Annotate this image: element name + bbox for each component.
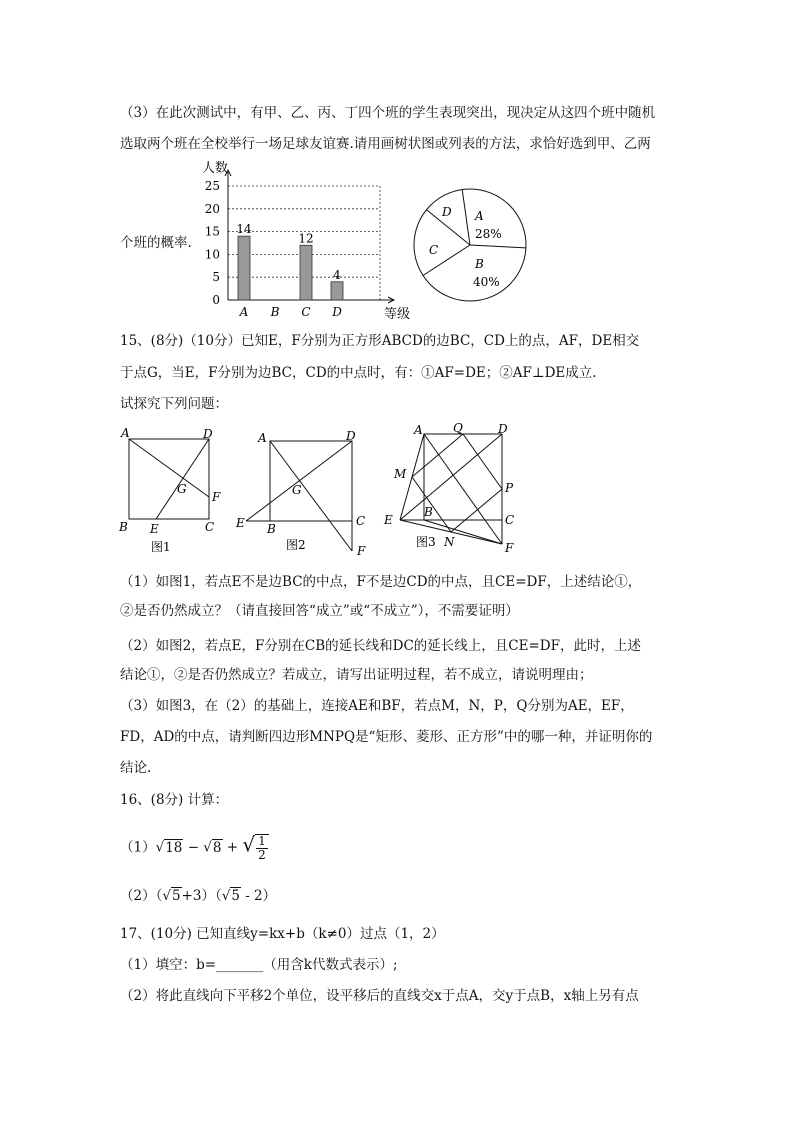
fig3-af: [424, 434, 502, 544]
x-axis-title: 等级: [384, 307, 410, 322]
fig2-label-f: F: [357, 544, 366, 558]
q15-part2-line1: （2）如图2，若点E，F分别在CB的延长线和DC的延长线上，且CE=DF，此时，上述: [120, 638, 641, 654]
fig1-label-e: E: [150, 522, 159, 536]
q16-head: 16、(8分) 计算：: [120, 792, 229, 808]
q14-part3-line1: （3）在此次测试中，有甲、乙、丙、丁四个班的学生表现突出，现决定从这四个班中随机: [120, 105, 656, 121]
x-tick-label: D: [332, 305, 342, 319]
fig1-label-b: B: [119, 520, 128, 534]
fig2-label-c: C: [356, 514, 366, 528]
fig3-de: [400, 434, 502, 520]
q16-minus: −: [187, 839, 199, 856]
fig2-label-a: A: [258, 431, 267, 445]
figure-3: [380, 420, 530, 564]
pie-slice-label: C: [429, 243, 439, 257]
q14-part3-line2: 选取两个班在全校举行一场足球友谊赛.请用画树状图或列表的方法，求恰好选到甲、乙两: [120, 136, 651, 152]
pie-percent-label: 40%: [473, 275, 500, 289]
q16-part2: （2）（√5+3）（√5 - 2）: [120, 888, 277, 904]
bar: [300, 245, 312, 300]
q15-part3-line3: 结论.: [120, 760, 152, 776]
bar-data-label: 4: [333, 267, 341, 282]
q16-part1: （1）√18 − √8 + √ $\frac{1}{2}$: [120, 834, 269, 862]
fig3-bf: [424, 520, 502, 544]
q16-plus: +: [226, 839, 239, 856]
pie-chart: [405, 180, 535, 314]
fig3-label-m: M: [394, 467, 407, 481]
y-tick-label: 5: [212, 270, 220, 285]
bar: [331, 282, 343, 300]
fig3-label-a: A: [414, 423, 423, 437]
q16-part2-mid: +3）（: [181, 888, 222, 904]
fig1-de: [156, 439, 209, 519]
q15-part1-line2: ②是否仍然成立？（请直接回答“成立”或“不成立”），不需要证明）: [120, 603, 519, 619]
q15-head-line2: 于点G，当E，F分别为边BC，CD的中点时，有：①AF=DE；②AF⊥DE成立.: [120, 365, 597, 381]
fig3-pn: [451, 489, 502, 532]
y-tick-label: 15: [204, 224, 220, 239]
pie-percent-label: 28%: [475, 227, 502, 241]
figure-2: [230, 425, 380, 564]
fig3-label-q: Q: [453, 421, 463, 435]
fig1-caption: 图1: [151, 540, 171, 554]
q14-part3-line3: 个班的概率.: [120, 235, 192, 251]
q15-part2-line2: 结论①，②是否仍然成立？若成立，请写出证明过程，若不成立，请说明理由；: [120, 667, 593, 683]
fig2-caption: 图2: [286, 538, 306, 552]
fig3-label-f: F: [505, 541, 514, 555]
figure-1: [115, 425, 225, 559]
fig1-label-c: C: [205, 520, 215, 534]
q15-head-line1: 15、(8分)（10分）已知E，F分别为正方形ABCD的边BC，CD上的点，AF，DE相交: [120, 333, 640, 349]
q16-part2-sqrt-5a: 5: [171, 888, 181, 904]
fig1-label-a: A: [121, 426, 130, 440]
fig2-label-e: E: [236, 516, 245, 530]
x-tick-label: A: [239, 305, 249, 319]
q16-sqrt-8: 8: [212, 839, 222, 856]
fig2-de: [246, 441, 352, 521]
y-tick-label: 10: [204, 247, 220, 262]
x-tick-label: B: [270, 305, 280, 319]
y-tick-label: 20: [204, 201, 220, 216]
fig3-label-b: B: [424, 505, 433, 519]
bar-data-label: 12: [298, 231, 314, 246]
q16-part2-sqrt-5b: 5: [231, 888, 240, 904]
fig2-label-b: B: [267, 522, 276, 536]
q15-part3-line2: FD，AD的中点，请判断四边形MNPQ是“矩形、菱形、正方形”中的哪一种，并证明你的: [120, 729, 653, 745]
q16-fraction-denominator: 2: [258, 848, 266, 862]
x-tick-label: C: [301, 305, 311, 319]
y-axis-title: 人数: [202, 161, 229, 176]
q17-part1: （1）填空：b=_______（用含k代数式表示）;: [120, 957, 398, 973]
pie-slice-label: A: [475, 209, 484, 223]
bar-data-label: 14: [236, 222, 252, 237]
fig1-square: [129, 439, 209, 519]
fig3-label-c: C: [505, 513, 515, 527]
q17-part2: （2）将此直线向下平移2个单位，设平移后的直线交x于点A，交y于点B，x轴上另有点: [120, 988, 639, 1004]
y-tick-label: 25: [204, 179, 220, 193]
bar-chart: [190, 158, 410, 327]
y-tick-label: 0: [212, 293, 220, 307]
q16-part2-prefix: （2）（: [120, 888, 163, 904]
q15-part3-line1: （3）如图3，在（2）的基础上，连接AE和BF，若点M，N，P，Q分别为AE，EF，: [120, 698, 634, 714]
fig2-af: [270, 441, 352, 551]
fig2-square: [270, 441, 352, 521]
q16-sqrt-18: 18: [165, 839, 183, 856]
fig2-label-d: D: [346, 429, 356, 443]
q15-head-line3: 试探究下列问题：: [120, 396, 228, 412]
fig1-label-d: D: [203, 427, 213, 441]
fig3-label-p: P: [505, 481, 514, 495]
q16-part1-prefix: （1）: [120, 839, 156, 856]
fig1-label-g: G: [177, 482, 187, 496]
q16-part2-end: - 2）: [240, 888, 277, 904]
q15-part1-line1: （1）如图1，若点E不是边BC的中点，F不是边CD的中点，且CE=DF，上述结论①，: [120, 574, 642, 590]
fig1-af: [129, 439, 209, 497]
fig2-label-g: G: [292, 483, 302, 497]
fig3-square: [424, 434, 502, 520]
q16-sqrt-fraction: [255, 834, 269, 862]
fig3-label-n: N: [444, 535, 455, 549]
q16-fraction-numerator: 1: [258, 834, 266, 848]
pie-slice-label: B: [475, 257, 484, 271]
fig3-label-e: E: [384, 513, 393, 527]
pie-slice-label: D: [442, 205, 452, 219]
fig3-mq: [412, 434, 463, 477]
fig1-label-f: F: [212, 490, 221, 504]
q17-head: 17、(10分) 已知直线y=kx+b（k≠0）过点（1，2）: [120, 926, 445, 942]
fig3-caption: 图3: [416, 535, 436, 549]
fig3-label-d: D: [498, 422, 508, 436]
bar: [238, 236, 250, 300]
